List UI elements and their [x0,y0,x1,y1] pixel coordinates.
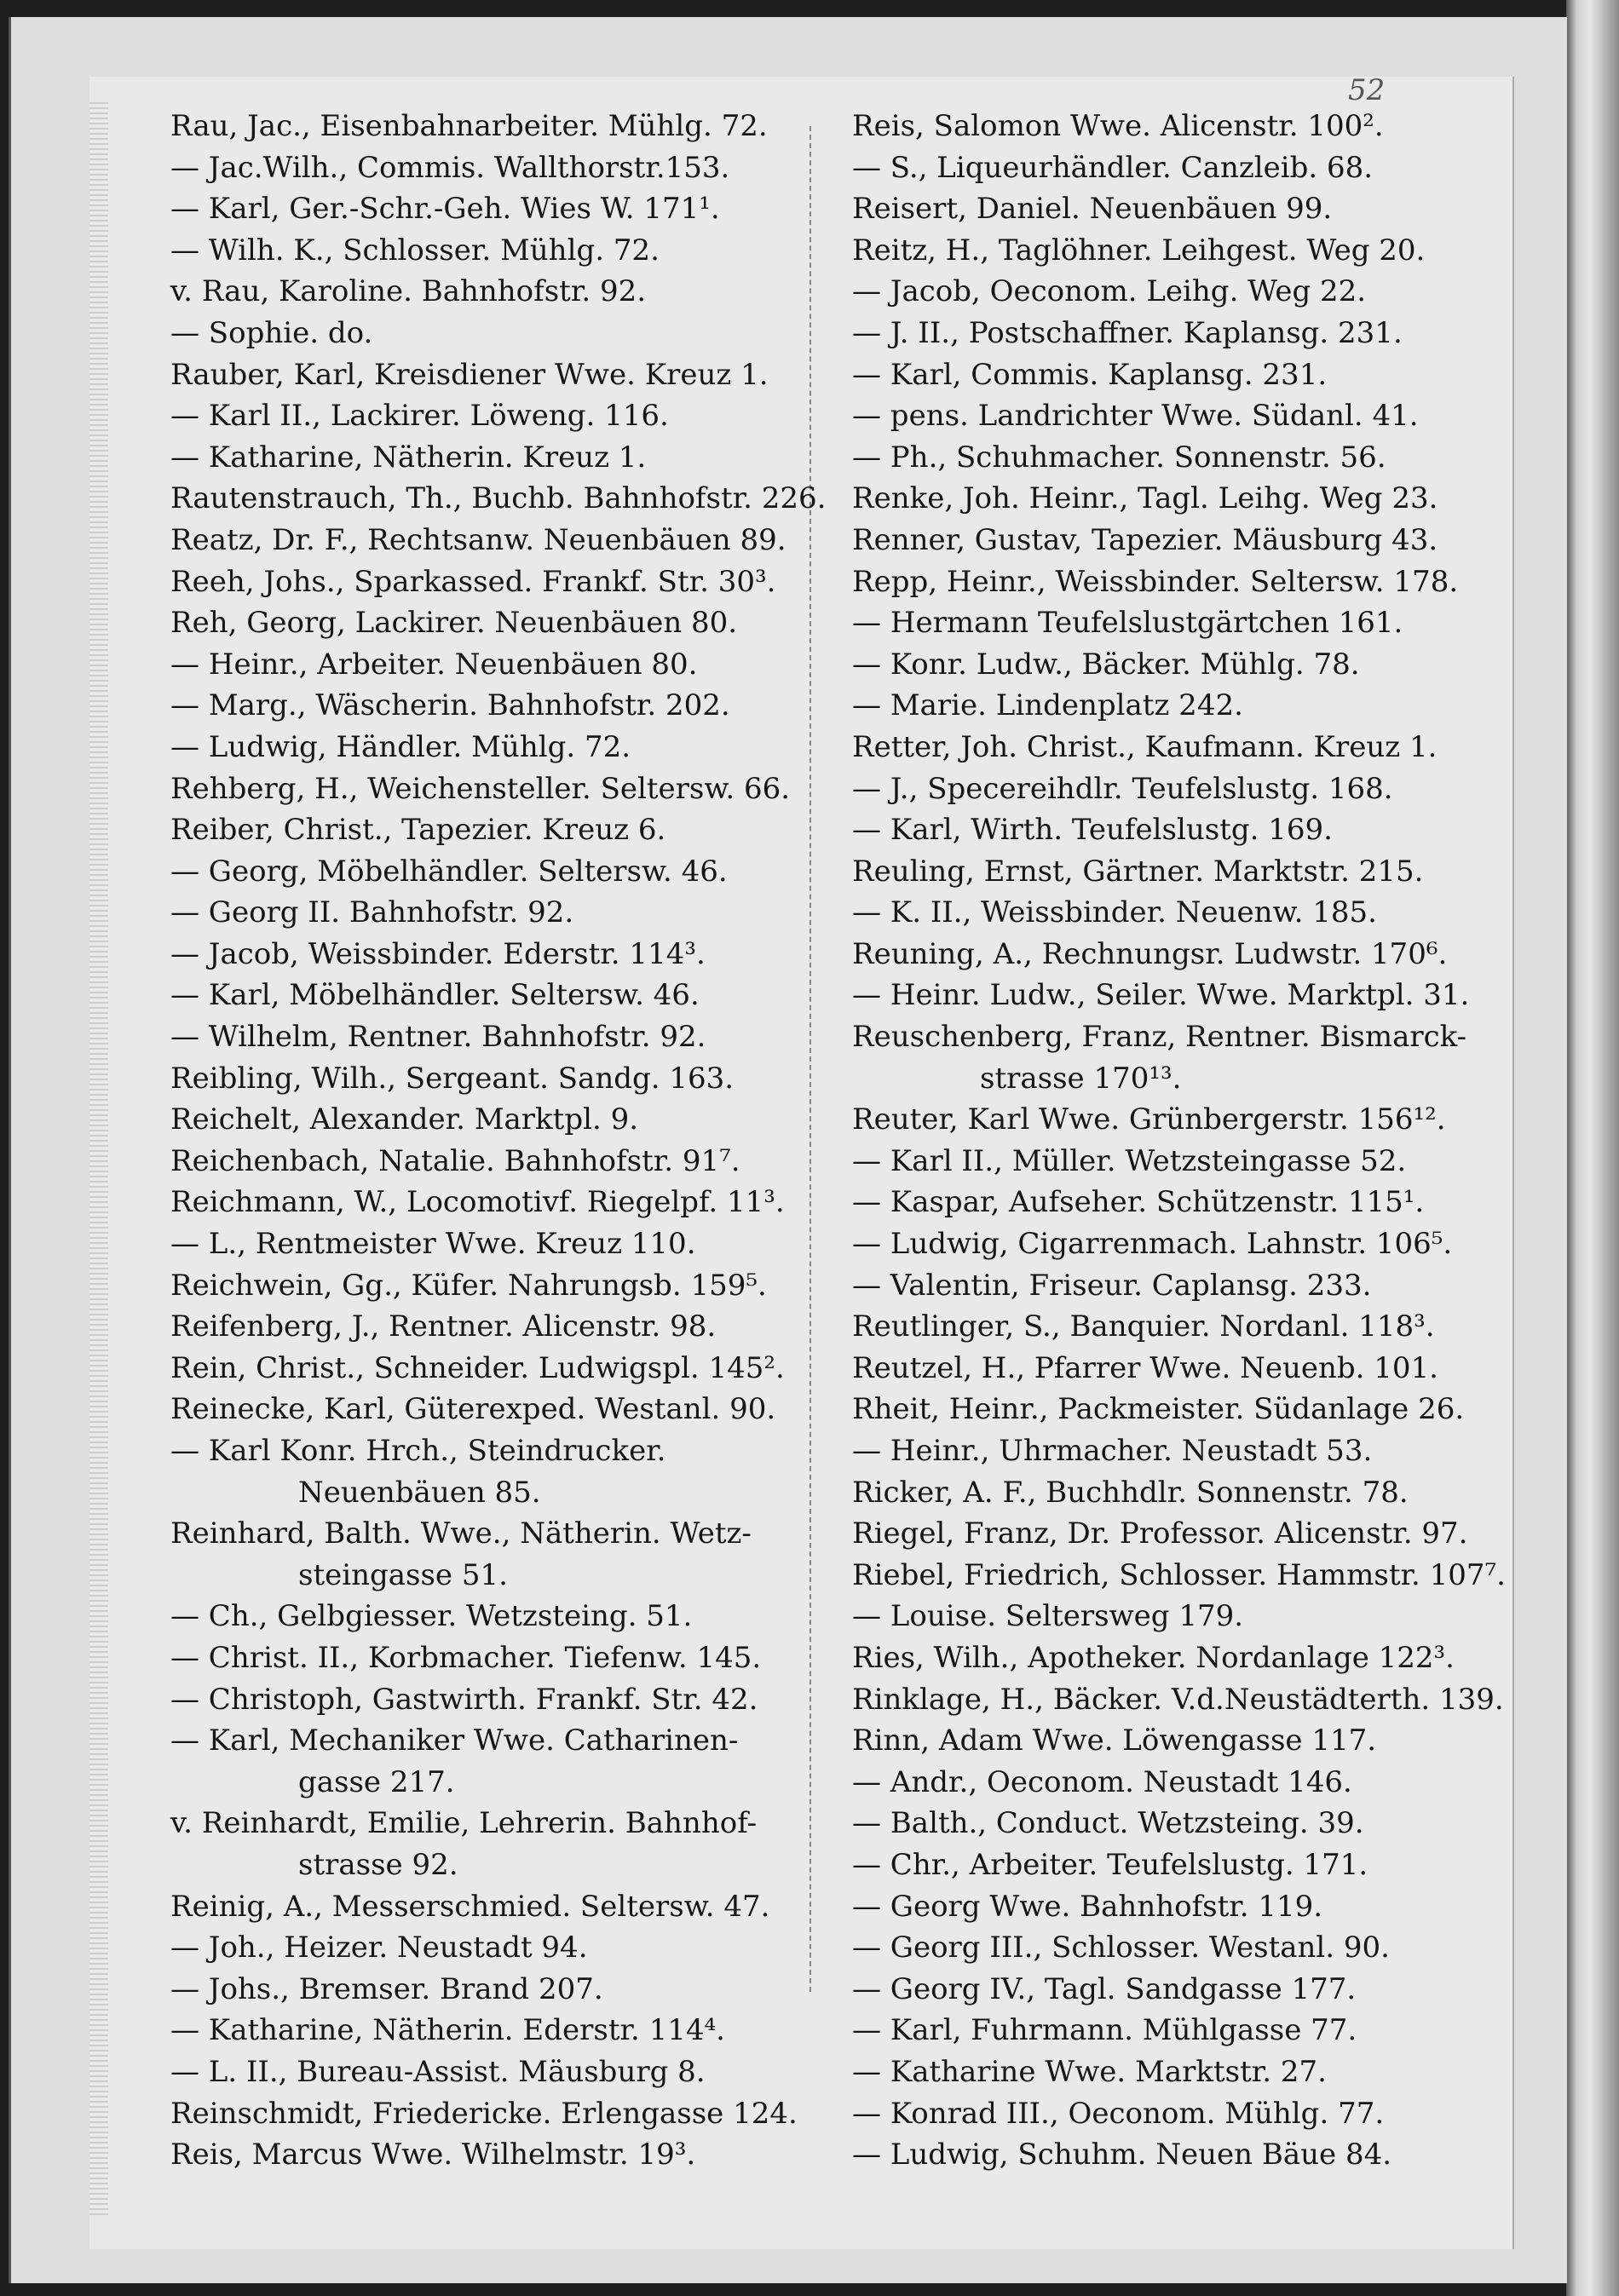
directory-entry: — Marie. Lindenplatz 242. [852,688,1243,723]
directory-entry: Reutzel, H., Pfarrer Wwe. Neuenb. 101. [852,1350,1438,1385]
directory-entry: Rautenstrauch, Th., Buchb. Bahnhofstr. 226. [170,481,827,516]
directory-entry: — Hermann Teufelslustgärtchen 161. [852,606,1403,641]
directory-entry: Repp, Heinr., Weissbinder. Seltersw. 178. [852,564,1459,599]
directory-entry: — Karl, Fuhrmann. Mühlgasse 77. [852,2013,1357,2048]
directory-entry: Reichmann, W., Locomotivf. Riegelpf. 11³. [170,1185,785,1220]
directory-entry: — Katharine, Nätherin. Kreuz 1. [170,440,647,475]
directory-entry: Reiber, Christ., Tapezier. Kreuz 6. [170,813,666,848]
right-column [852,106,1506,2176]
directory-entry: — Karl, Mechaniker Wwe. Catharinen- [170,1723,739,1758]
directory-entry: Renke, Joh. Heinr., Tagl. Leihg. Weg 23. [852,481,1438,516]
directory-entry: Reinecke, Karl, Güterexped. Westanl. 90. [170,1392,776,1427]
directory-entry: — Karl, Commis. Kaplansg. 231. [852,357,1328,392]
directory-entry: — Marg., Wäscherin. Bahnhofstr. 202. [170,688,730,723]
directory-entry: Reibling, Wilh., Sergeant. Sandg. 163. [170,1061,735,1096]
directory-entry: Renner, Gustav, Tapezier. Mäusburg 43. [852,522,1438,557]
directory-entry: — Heinr., Arbeiter. Neuenbäuen 80. [170,647,698,682]
directory-entry: — Katharine Wwe. Marktstr. 27. [852,2054,1327,2089]
directory-entry: — Karl Konr. Hrch., Steindrucker. [170,1434,666,1468]
directory-entry: — Georg, Möbelhändler. Seltersw. 46. [170,854,728,889]
directory-entry: — Wilhelm, Rentner. Bahnhofstr. 92. [170,1020,706,1055]
directory-entry: — Heinr., Uhrmacher. Neustadt 53. [852,1434,1373,1468]
directory-entry: — Valentin, Friseur. Caplansg. 233. [852,1268,1372,1303]
directory-entry: — Christoph, Gastwirth. Frankf. Str. 42. [170,1682,758,1717]
directory-entry: Reisert, Daniel. Neuenbäuen 99. [852,192,1333,227]
directory-entry: Reichwein, Gg., Küfer. Nahrungsb. 159⁵. [170,1268,767,1303]
directory-entry: — Sophie. do. [170,315,373,350]
directory-entry: Reinig, A., Messerschmied. Seltersw. 47. [170,1889,770,1924]
book-page-edge [1566,0,1619,2296]
directory-entry: — S., Liqueurhändler. Canzleib. 68. [852,150,1374,185]
directory-entry: — Chr., Arbeiter. Teufelslustg. 171. [852,1847,1368,1882]
directory-entry: strasse 170¹³. [980,1061,1182,1096]
directory-entry: Riebel, Friedrich, Schlosser. Hammstr. 107⁷. [852,1557,1506,1592]
directory-entry: — Karl II., Müller. Wetzsteingasse 52. [852,1143,1407,1178]
directory-entry: Reuschenberg, Franz, Rentner. Bismarck- [852,1020,1467,1055]
directory-entry: Ricker, A. F., Buchhdlr. Sonnenstr. 78. [852,1475,1409,1510]
directory-entry: — J., Specereihdlr. Teufelslustg. 168. [852,771,1393,806]
directory-entry: — Jacob, Oeconom. Leihg. Weg 22. [852,274,1367,309]
directory-entry: — L., Rentmeister Wwe. Kreuz 110. [170,1227,696,1262]
directory-entry: — Karl, Möbelhändler. Seltersw. 46. [170,978,700,1013]
directory-entry: — Heinr. Ludw., Seiler. Wwe. Marktpl. 31. [852,978,1470,1013]
directory-entry: Reitz, H., Taglöhner. Leihgest. Weg 20. [852,233,1426,268]
directory-entry: — Karl, Ger.-Schr.-Geh. Wies W. 171¹. [170,192,720,227]
directory-entry: Neuenbäuen 85. [298,1475,541,1510]
directory-entry: Riegel, Franz, Dr. Professor. Alicenstr. 97. [852,1516,1468,1551]
directory-entry: — Johs., Bremser. Brand 207. [170,1971,603,2006]
directory-entry: v. Reinhardt, Emilie, Lehrerin. Bahnhof- [170,1806,758,1841]
directory-entry: Reatz, Dr. F., Rechtsanw. Neuenbäuen 89. [170,522,786,557]
directory-entry: — Wilh. K., Schlosser. Mühlg. 72. [170,233,660,268]
directory-entry: v. Rau, Karoline. Bahnhofstr. 92. [170,274,647,309]
directory-entry: Reis, Salomon Wwe. Alicenstr. 100². [852,109,1384,143]
directory-entry: Reuter, Karl Wwe. Grünbergerstr. 156¹². [852,1102,1446,1137]
directory-entry: — Georg Wwe. Bahnhofstr. 119. [852,1889,1323,1924]
directory-entry: Rau, Jac., Eisenbahnarbeiter. Mühlg. 72. [170,109,768,143]
directory-entry: — pens. Landrichter Wwe. Südanl. 41. [852,399,1419,434]
directory-entry: — Joh., Heizer. Neustadt 94. [170,1931,588,1965]
directory-entry: steingasse 51. [298,1557,508,1592]
directory-entry: — Christ. II., Korbmacher. Tiefenw. 145. [170,1640,762,1675]
directory-entry: strasse 92. [298,1847,458,1882]
directory-entry: — Katharine, Nätherin. Ederstr. 114⁴. [170,2013,725,2048]
directory-entry: — Konr. Ludw., Bäcker. Mühlg. 78. [852,647,1360,682]
directory-entry: Reinhard, Balth. Wwe., Nätherin. Wetz- [170,1516,752,1551]
directory-entry: Reh, Georg, Lackirer. Neuenbäuen 80. [170,606,738,641]
directory-entry: — L. II., Bureau-Assist. Mäusburg 8. [170,2054,706,2089]
directory-entry: gasse 217. [298,1764,455,1799]
directory-entry: — Konrad III., Oeconom. Mühlg. 77. [852,2096,1385,2131]
directory-entry: Rein, Christ., Schneider. Ludwigspl. 145². [170,1350,785,1385]
directory-entry: — Karl II., Lackirer. Löweng. 116. [170,399,669,434]
directory-entry: Reeh, Johs., Sparkassed. Frankf. Str. 30³. [170,564,776,599]
directory-entry: — J. II., Postschaffner. Kaplansg. 231. [852,315,1403,350]
directory-entry: Reinschmidt, Friedericke. Erlengasse 124. [170,2096,798,2131]
directory-entry: — Balth., Conduct. Wetzsteing. 39. [852,1806,1364,1841]
directory-entry: Reuling, Ernst, Gärtner. Marktstr. 215. [852,854,1424,889]
directory-entry: — Karl, Wirth. Teufelslustg. 169. [852,813,1333,848]
directory-entry: — Andr., Oeconom. Neustadt 146. [852,1764,1352,1799]
slip-edge-texture [89,102,108,2215]
directory-entry: Ries, Wilh., Apotheker. Nordanlage 122³. [852,1640,1455,1675]
directory-entry: — Ch., Gelbgiesser. Wetzsteing. 51. [170,1599,693,1634]
directory-entry: Rauber, Karl, Kreisdiener Wwe. Kreuz 1. [170,357,769,392]
directory-entry: — Ph., Schuhmacher. Sonnenstr. 56. [852,440,1386,475]
directory-entry: Reuning, A., Rechnungsr. Ludwstr. 170⁶. [852,936,1448,971]
directory-entry: Retter, Joh. Christ., Kaufmann. Kreuz 1. [852,729,1438,764]
directory-entry: — K. II., Weissbinder. Neuenw. 185. [852,895,1377,930]
directory-entry: Rinklage, H., Bäcker. V.d.Neustädterth. 139. [852,1682,1504,1717]
directory-entry: — Ludwig, Cigarrenmach. Lahnstr. 106⁵. [852,1227,1453,1262]
left-column [170,106,827,2176]
directory-entry: Reifenberg, J., Rentner. Alicenstr. 98. [170,1309,717,1344]
directory-entry: Rehberg, H., Weichensteller. Seltersw. 66. [170,771,791,806]
directory-entry: Rinn, Adam Wwe. Löwengasse 117. [852,1723,1377,1758]
handwritten-page-number: 52 [1348,73,1386,107]
directory-entry: Rheit, Heinr., Packmeister. Südanlage 26. [852,1392,1465,1427]
directory-entry: — Ludwig, Schuhm. Neuen Bäue 84. [852,2138,1392,2172]
directory-entry: Reichenbach, Natalie. Bahnhofstr. 91⁷. [170,1143,740,1178]
directory-entry: — Georg IV., Tagl. Sandgasse 177. [852,1971,1357,2006]
directory-entry: — Ludwig, Händler. Mühlg. 72. [170,729,631,764]
directory-entry: Reutlinger, S., Banquier. Nordanl. 118³. [852,1309,1435,1344]
directory-entry: — Louise. Seltersweg 179. [852,1599,1244,1634]
directory-entry: Reichelt, Alexander. Marktpl. 9. [170,1102,639,1137]
directory-entry: — Jacob, Weissbinder. Ederstr. 114³. [170,936,706,971]
directory-entry: — Jac.Wilh., Commis. Wallthorstr.153. [170,150,730,185]
directory-entry: — Georg II. Bahnhofstr. 92. [170,895,574,930]
directory-entry: — Georg III., Schlosser. Westanl. 90. [852,1931,1390,1965]
directory-entry: — Kaspar, Aufseher. Schützenstr. 115¹. [852,1185,1425,1220]
directory-entry: Reis, Marcus Wwe. Wilhelmstr. 19³. [170,2138,696,2172]
